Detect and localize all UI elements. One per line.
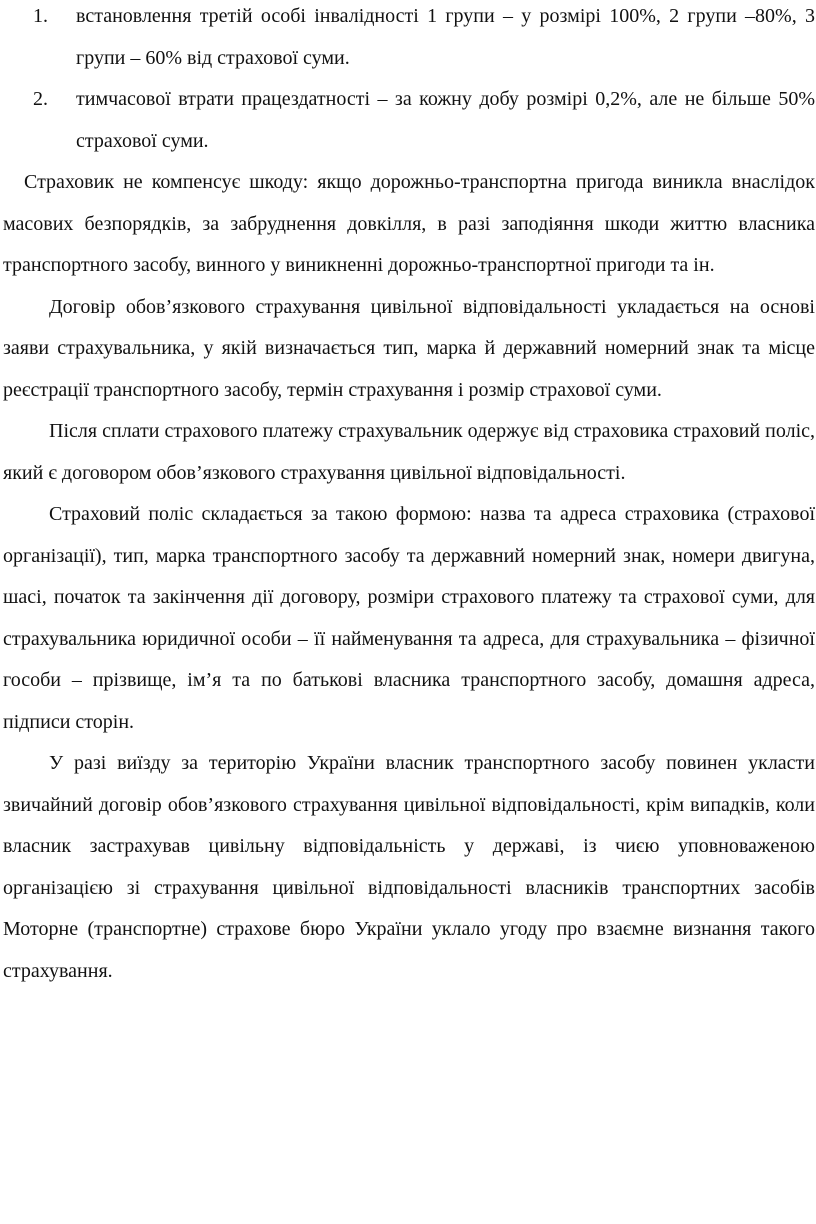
paragraph-travel-abroad: У разі виїзду за територію України власник транспортного засобу повинен укласти звичайний договір обов’язкового страхування цивільної відповідальності, крім випадків, коли власник застрахував цивільну відповідальність у державі, із чиєю уповноваженою організацією зі страхування цивільної відповідальності власників транспортних засобів Моторне (транспортне) страхове бюро України уклало угоду про взаємне визнання такого страхування. [3, 752, 815, 982]
paragraph-insurer-exclusions: Страховик не компенсує шкоду: якщо дорожньо-транспортна пригода виникла внаслідок масових безпорядків, за забруднення довкілля, в разі заподіяння шкоди життю власника транспортного засобу, винного у виникненні дорожньо-транспортної пригоди та ін. [3, 171, 815, 276]
list-item-text: встановлення третій особі інвалідності 1 групи – у розмірі 100%, 2 групи –80%, 3 групи – 60% від страхової суми. [76, 5, 815, 69]
list-item-number: 2. [33, 88, 48, 110]
paragraph-policy-form: Страховий поліс складається за такою формою: назва та адреса страховика (страхової організації), тип, марка транспортного засобу та державний номерний знак, номери двигуна, шасі, початок та закінчення дії договору, розміри страхового платежу та страхової суми, для страхувальника юридичної особи – її найменування та адреса, для страхувальника – фізичної гособи – прізвище, ім’я та по батькові власника транспортного засобу, домашня адреса, підписи сторін. [3, 503, 815, 733]
paragraph-contract-basis: Договір обов’язкового страхування цивільної відповідальності укладається на основі заяви страхувальника, у якій визначається тип, марка й державний номерний знак та місце реєстрації транспортного засобу, термін страхування і розмір страхової суми. [3, 295, 815, 401]
numbered-list [3, 0, 815, 162]
list-item-number: 1. [33, 5, 48, 27]
list-item [3, 0, 815, 79]
list-item-text: тимчасової втрати працездатності – за кожну добу розмірі 0,2%, але не більше 50% страхової суми. [76, 88, 815, 152]
list-item [3, 79, 815, 162]
paragraph-policy-issuance: Після сплати страхового платежу страхувальник одержує від страховика страховий поліс, який є договором обов’язкового страхування цивільної відповідальності. [3, 420, 815, 484]
